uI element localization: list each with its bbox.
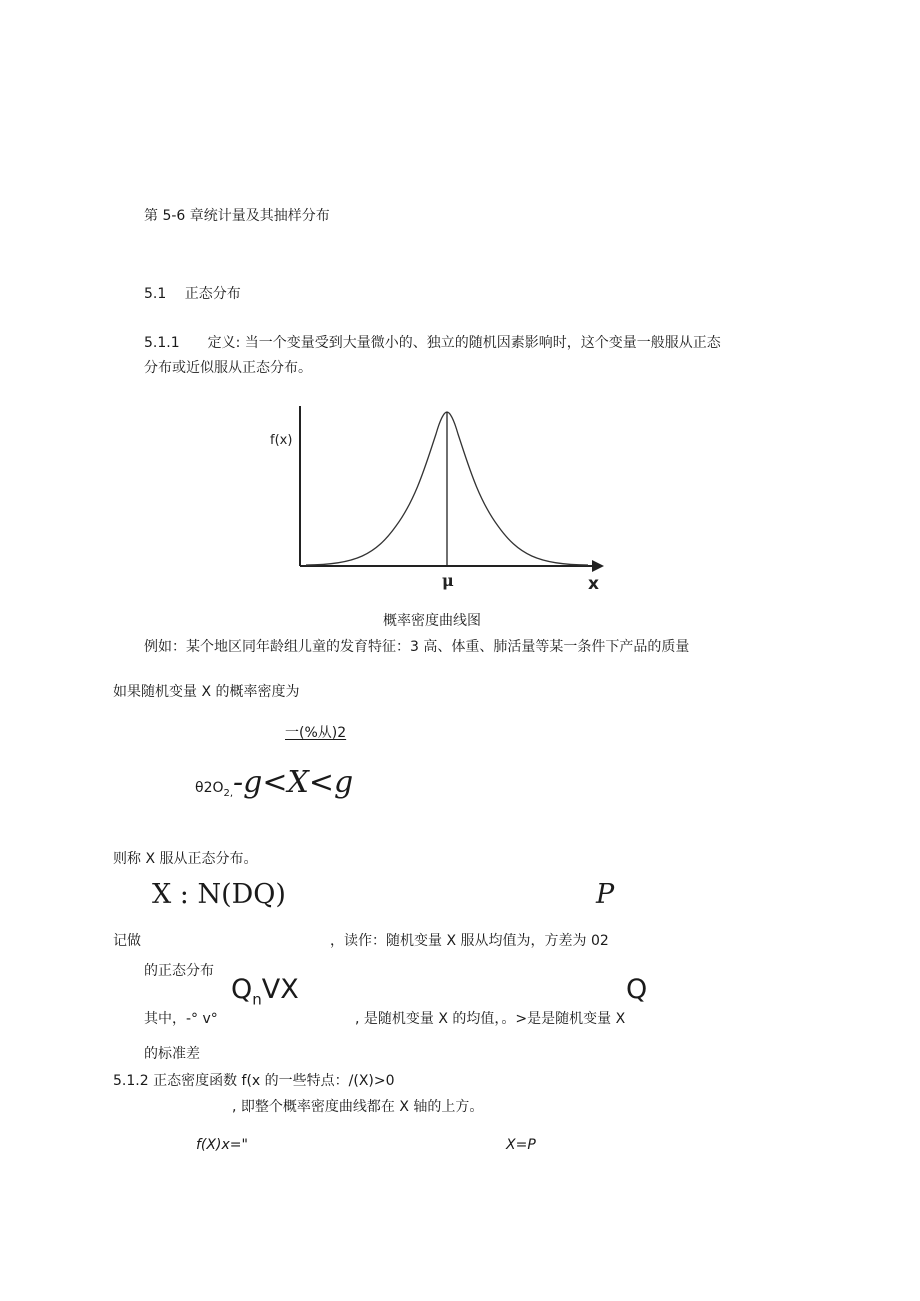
formula-main: $\theta 2O_{2,}-g<X<g$ (195, 765, 354, 800)
read-as-text: ，读作：随机变量 X 服从均值为，方差为 02 (330, 933, 609, 949)
section-5-1-2: 5.1.2 正态密度函数 f(x 的一些特点：/(X)>0 (113, 1073, 395, 1089)
normal-density-figure (266, 404, 616, 599)
qnvx-formula: $Q_nVX$ (231, 974, 299, 1009)
mu-label: μ (442, 571, 454, 590)
chapter-title: 第 5-6 章统计量及其抽样分布 (144, 208, 330, 224)
fx-formula: f(X)x=" (196, 1137, 248, 1153)
std-dev-line: 的标准差 (144, 1046, 200, 1062)
normal-distribution-statement: 则称 X 服从正态分布。 (113, 851, 258, 867)
x-axis-arrow (592, 560, 604, 572)
section-heading-5-1: 5.1 正态分布 (144, 286, 241, 302)
notation-p: P (596, 879, 615, 910)
notation-formula: X : N(DQ) (152, 879, 286, 910)
jizuo-label: 记做 (113, 933, 141, 949)
of-normal-distribution: 的正态分布 (144, 963, 214, 979)
if-density-line: 如果随机变量 X 的概率密度为 (113, 684, 300, 700)
formula-numerator: 一(%从)2 (285, 725, 347, 741)
above-axis-line: , 即整个概率密度曲线都在 X 轴的上方。 (232, 1099, 484, 1115)
where-right: , 是随机变量 X 的均值，。>是是随机变量 X (355, 1011, 626, 1027)
definition-line-1: 5.1.1 定义: 当一个变量受到大量微小的、独立的随机因素影响时，这个变量一般服从正态 (144, 335, 721, 351)
where-left: 其中，-° v° (144, 1011, 218, 1027)
figure-caption: 概率密度曲线图 (383, 613, 481, 629)
q-symbol: Q (626, 974, 648, 1005)
x-axis-label: x (588, 574, 599, 594)
x-equals-p: X=P (506, 1137, 536, 1153)
example-line: 例如：某个地区同年龄组儿童的发育特征：3 高、体重、肺活量等某一条件下产品的质量 (144, 639, 690, 655)
y-axis-label: f(x) (270, 433, 293, 448)
definition-line-2: 分布或近似服从正态分布。 (144, 360, 312, 376)
